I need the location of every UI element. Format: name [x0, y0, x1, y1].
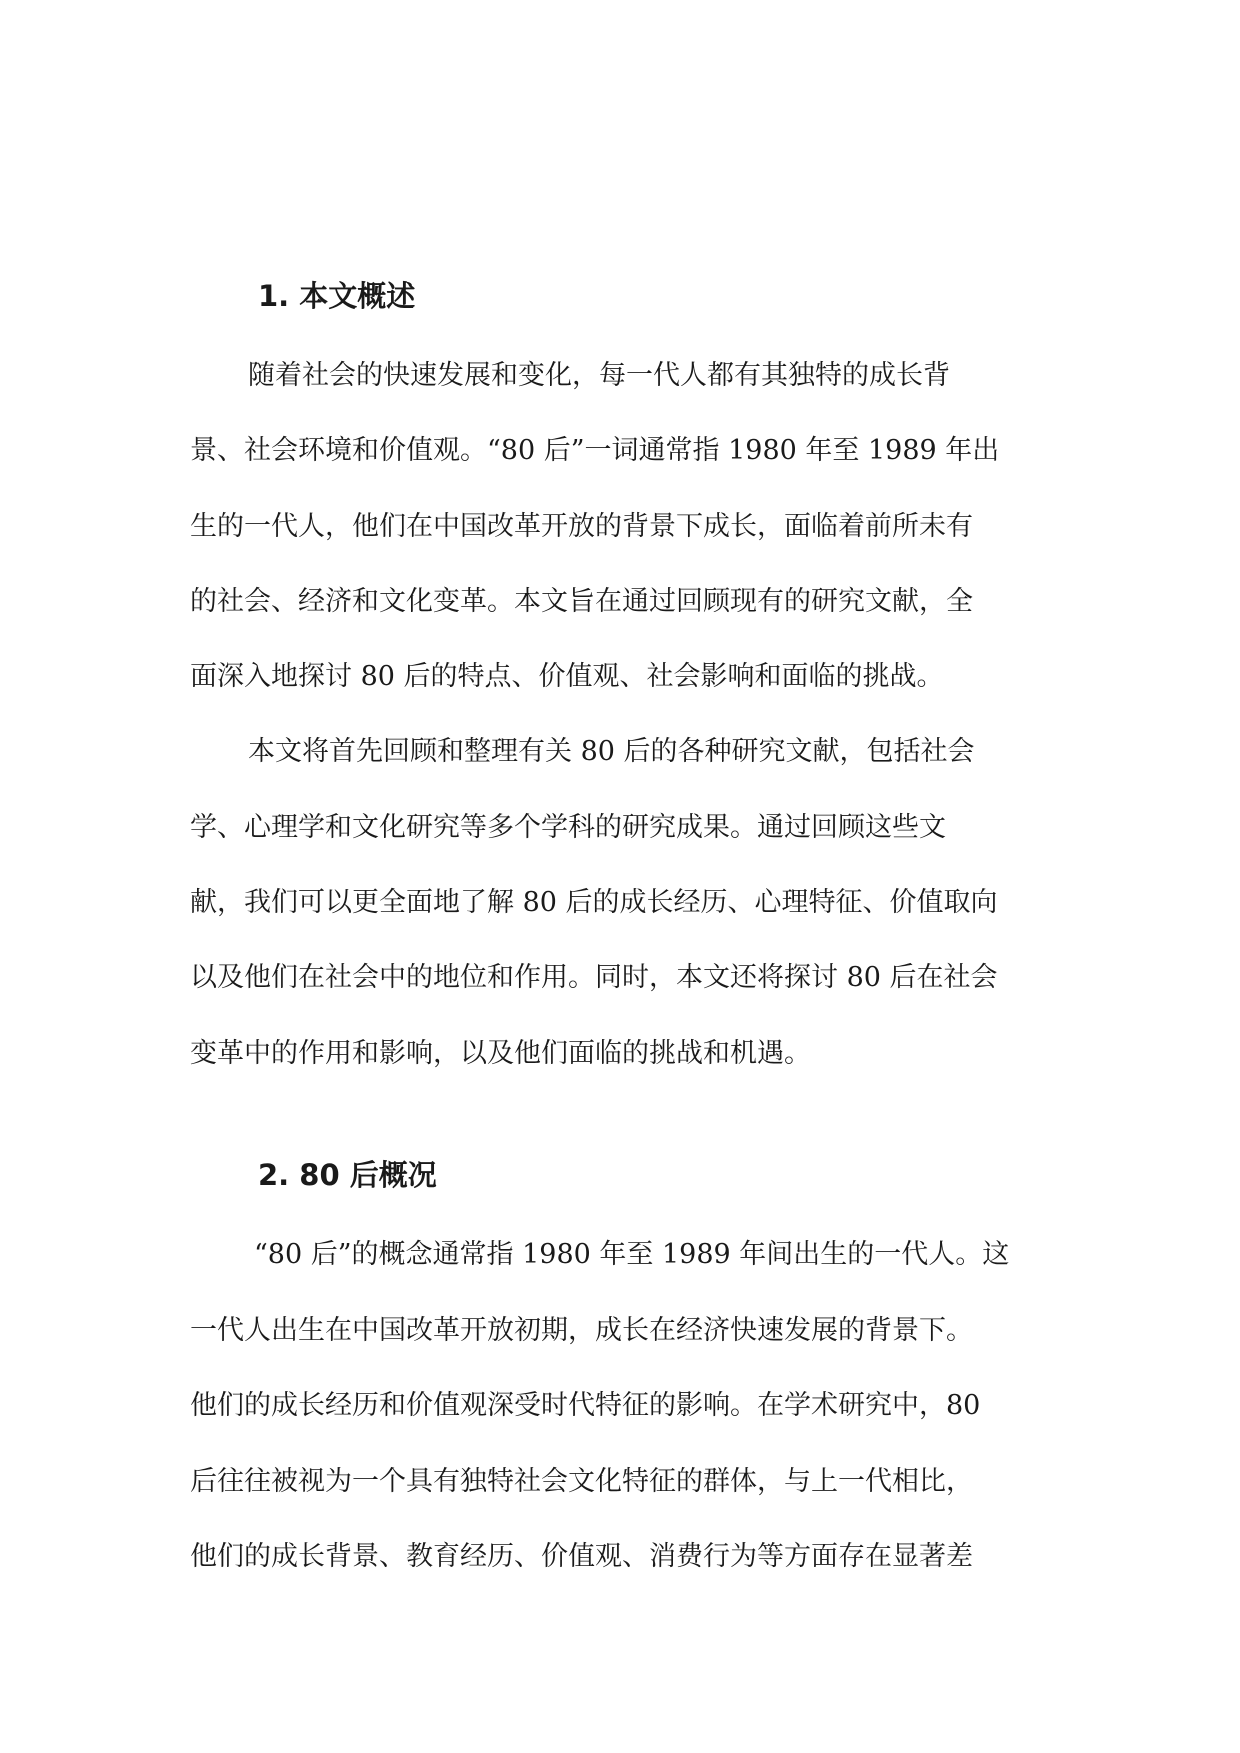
section-1-line: 随着社会的快速发展和变化，每一代人都有其独特的成长背 — [248, 360, 950, 391]
section-2-line: 他们的成长背景、教育经历、价值观、消费行为等方面存在显著差 — [190, 1541, 973, 1572]
section-1-heading: 1. 本文概述 — [258, 279, 416, 313]
section-1-line: 景、社会环境和价值观。“80 后”一词通常指 1980 年至 1989 年出 — [190, 435, 1000, 466]
section-2-line: 他们的成长经历和价值观深受时代特征的影响。在学术研究中，80 — [190, 1390, 981, 1421]
section-1-line: 生的一代人，他们在中国改革开放的背景下成长，面临着前所未有 — [190, 511, 973, 542]
section-1-line: 本文将首先回顾和整理有关 80 后的各种研究文献，包括社会 — [248, 736, 975, 767]
section-1-line: 变革中的作用和影响，以及他们面临的挑战和机遇。 — [190, 1038, 811, 1069]
section-2-heading: 2. 80 后概况 — [258, 1158, 437, 1192]
section-1-line: 献，我们可以更全面地了解 80 后的成长经历、心理特征、价值取向 — [190, 887, 998, 918]
section-2-line: 一代人出生在中国改革开放初期，成长在经济快速发展的背景下。 — [190, 1315, 973, 1346]
section-2-line: “80 后”的概念通常指 1980 年至 1989 年间出生的一代人。这 — [254, 1239, 1010, 1270]
section-2-line: 后往往被视为一个具有独特社会文化特征的群体，与上一代相比， — [190, 1466, 973, 1497]
section-1-line: 面深入地探讨 80 后的特点、价值观、社会影响和面临的挑战。 — [190, 661, 944, 692]
section-1-line: 以及他们在社会中的地位和作用。同时，本文还将探讨 80 后在社会 — [190, 962, 998, 993]
section-1-line: 的社会、经济和文化变革。本文旨在通过回顾现有的研究文献，全 — [190, 586, 973, 617]
section-1-line: 学、心理学和文化研究等多个学科的研究成果。通过回顾这些文 — [190, 812, 946, 843]
